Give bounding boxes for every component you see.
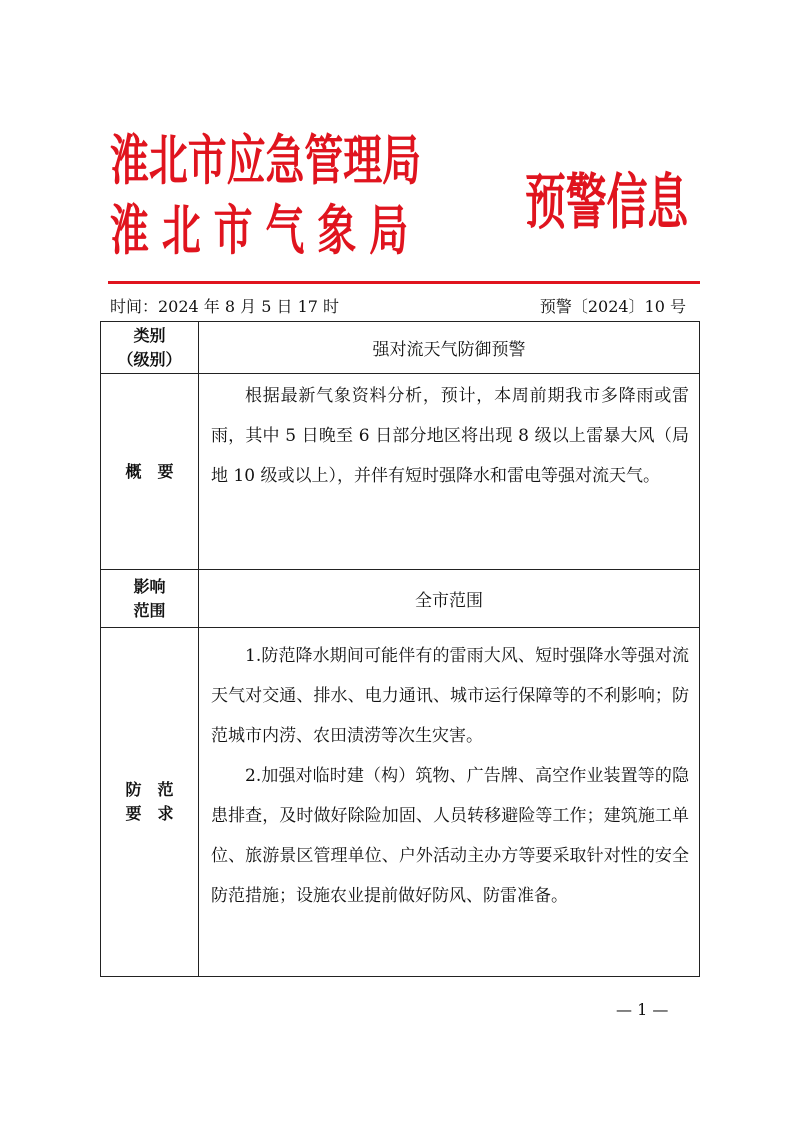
table-row (101, 570, 700, 628)
summary-label: 概 要 (101, 374, 199, 570)
scope-label (101, 570, 199, 628)
requirement-item-2: 2.加强对临时建（构）筑物、广告牌、高空作业装置等的隐患排查，及时做好除险加固、人员转移避险等工作；建筑施工单位、旅游景区管理单位、户外活动主办方等要采取针对性的安全防范措施；设施农业提前做好防风、防雷准备。 (211, 766, 689, 906)
requirements-label-line-2: 要 求 (125, 804, 174, 823)
document-header (110, 128, 700, 278)
requirements-label-line-1: 防 范 (125, 780, 174, 799)
scope-label-line-2: 范围 (133, 600, 166, 620)
category-label-line-2: （级别） (117, 349, 182, 369)
requirements-label (101, 628, 199, 977)
table-row (101, 374, 700, 570)
requirement-item-1: 1.防范降水期间可能伴有的雷雨大风、短时强降水等强对流天气对交通、排水、电力通讯、城市运行保障等的不利影响；防范城市内涝、农田渍涝等次生灾害。 (211, 646, 689, 746)
agency-name-meteorology: 淮北市气象局 (110, 198, 422, 262)
scope-label-line-1: 影响 (133, 576, 166, 596)
scope-value: 全市范围 (199, 570, 700, 628)
table-row (101, 628, 700, 977)
agency-name-emergency: 淮北市应急管理局 (110, 128, 422, 192)
header-red-rule (108, 281, 700, 284)
summary-paragraph: 根据最新气象资料分析，预计，本周前期我市多降雨或雷雨，其中 5 日晚至 6 日部分地区将出现 8 级以上雷暴大风（局地 10 级或以上），并伴有短时强降水和雷电等强对流天气。 (211, 386, 689, 486)
category-label-line-1: 类别 (133, 325, 166, 345)
summary-content (199, 374, 700, 570)
requirements-content (199, 628, 700, 977)
category-label (101, 322, 199, 374)
table-row (101, 322, 700, 374)
document-number: 预警〔2024〕10 号 (539, 297, 686, 316)
issue-time: 时间：2024 年 8 月 5 日 17 时 (110, 297, 340, 316)
page-number: — 1 — (616, 1000, 669, 1019)
warning-info-table (100, 321, 700, 977)
category-value: 强对流天气防御预警 (199, 322, 700, 374)
document-type-title: 预警信息 (525, 168, 689, 238)
document-meta (110, 296, 700, 318)
